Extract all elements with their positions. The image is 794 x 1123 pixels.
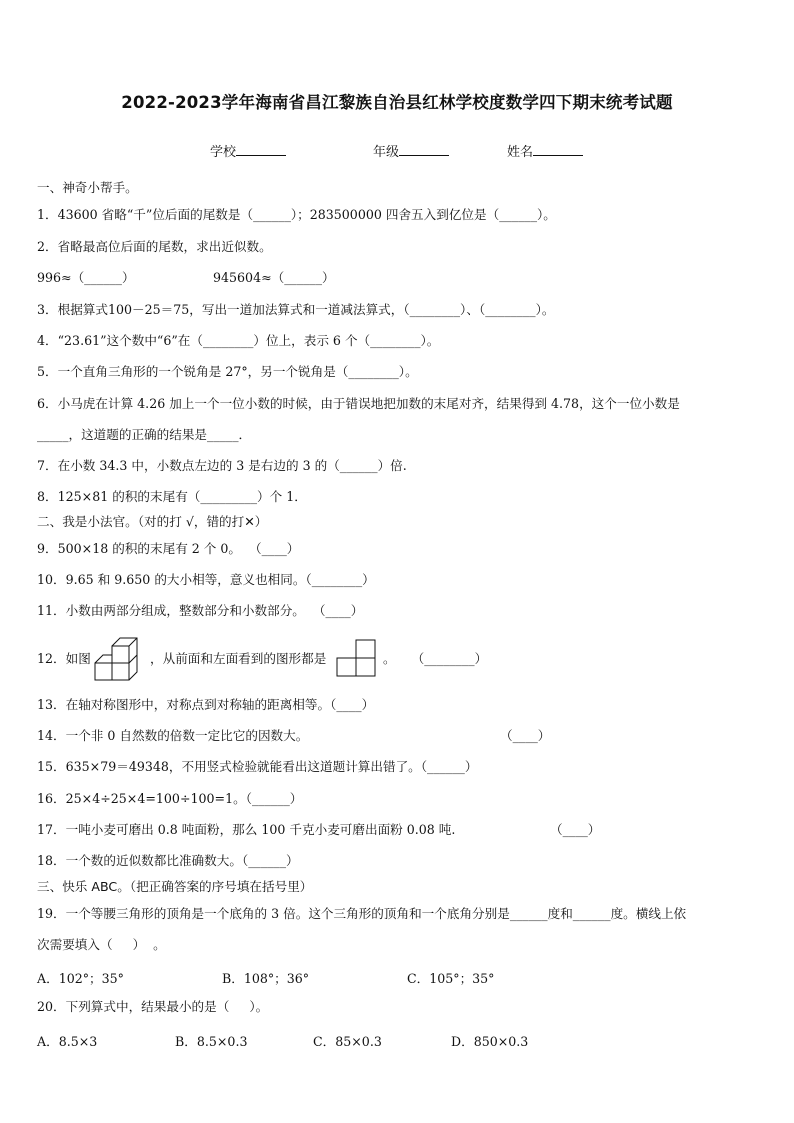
question-2: 2．省略最高位后面的尾数，求出近似数。 <box>37 239 272 254</box>
section-heading-2: 二、我是小法官。（对的打 √，错的打✕） <box>37 514 268 529</box>
question-8: 8．125×81 的积的末尾有（_________）个 1． <box>37 489 307 504</box>
question-6-line-2: _____，这道题的正确的结果是_____． <box>37 427 252 442</box>
name-label: 姓名 <box>507 145 534 160</box>
section-heading-3: 三、快乐 ABC。（把正确答案的序号填在括号里） <box>37 879 313 894</box>
question-20-option-c: C．85×0.3 <box>313 1034 382 1049</box>
question-14: 14．一个非 0 自然数的倍数一定比它的因数大。 <box>37 728 309 743</box>
question-4: 4．“23.61”这个数中“6”在（________）位上，表示 6 个（________）。 <box>37 333 440 348</box>
cube-stack-figure <box>93 635 149 683</box>
question-14-answer: （____） <box>500 728 551 743</box>
question-7: 7．在小数 34.3 中，小数点左边的 3 是右边的 3 的（______）倍. <box>37 458 407 473</box>
question-17-answer: （____） <box>550 822 601 837</box>
question-2-part-a: 996≈（______） <box>37 270 135 285</box>
grade-label: 年级 <box>373 145 400 160</box>
question-19-option-c: C．105°；35° <box>407 971 495 986</box>
question-19-line-1: 19．一个等腰三角形的顶角是一个底角的 3 倍。这个三角形的顶角和一个底角分别是______度和______度。横线上依 <box>37 906 687 921</box>
name-blank[interactable] <box>533 143 583 156</box>
name-field[interactable] <box>507 141 583 160</box>
question-16: 16．25×4÷25×4=100÷100=1。（______） <box>37 791 303 806</box>
question-12-start: 12．如图 <box>37 651 91 666</box>
question-19-option-a: A．102°；35° <box>37 971 124 986</box>
question-20: 20．下列算式中，结果最小的是（ ）。 <box>37 999 269 1014</box>
question-5: 5．一个直角三角形的一个锐角是 27°，另一个锐角是（________）。 <box>37 364 418 379</box>
question-19-line-2: 次需要填入（ ） 。 <box>37 937 166 952</box>
question-17: 17．一吨小麦可磨出 0.8 吨面粉，那么 100 千克小麦可磨出面粉 0.08 吨. <box>37 822 456 837</box>
question-1: 1．43600 省略“千”位后面的尾数是（______）；283500000 四舍五入到亿位是（______）。 <box>37 207 556 222</box>
question-2-part-b: 945604≈（______） <box>213 270 335 285</box>
question-12-end: 。 （________） <box>383 651 488 666</box>
question-20-option-b: B．8.5×0.3 <box>175 1034 248 1049</box>
school-blank[interactable] <box>236 143 286 156</box>
question-13: 13．在轴对称图形中，对称点到对称轴的距离相等。（____） <box>37 697 375 712</box>
question-3: 3．根据算式100－25＝75，写出一道加法算式和一道减法算式，（________）、（________）。 <box>37 302 555 317</box>
grade-field[interactable] <box>373 141 449 160</box>
question-18: 18．一个数的近似数都比准确数大。（______） <box>37 853 299 868</box>
question-12-middle: ，从前面和左面看到的图形都是 <box>150 651 327 666</box>
school-label: 学校 <box>210 145 237 160</box>
question-19-option-b: B．108°；36° <box>222 971 310 986</box>
question-20-option-a: A．8.5×3 <box>37 1034 98 1049</box>
question-11: 11．小数由两部分组成，整数部分和小数部分。 （____） <box>37 603 364 618</box>
section-heading-1: 一、神奇小帮手。 <box>37 180 138 195</box>
question-20-option-d: D．850×0.3 <box>451 1034 529 1049</box>
page-title: 2022-2023学年海南省昌江黎族自治县红林学校度数学四下期末统考试题 <box>121 93 673 112</box>
two-view-figure <box>336 638 378 678</box>
grade-blank[interactable] <box>399 143 449 156</box>
question-9: 9．500×18 的积的末尾有 2 个 0。 （____） <box>37 541 300 556</box>
school-field[interactable] <box>210 141 286 160</box>
question-6-line-1: 6．小马虎在计算 4.26 加上一个一位小数的时候，由于错误地把加数的末尾对齐，结果得到 4.78，这个一位小数是 <box>37 396 680 411</box>
question-10: 10．9.65 和 9.650 的大小相等，意义也相同。（________） <box>37 572 375 587</box>
question-15: 15．635×79＝49348，不用竖式检验就能看出这道题计算出错了。（______） <box>37 759 478 774</box>
